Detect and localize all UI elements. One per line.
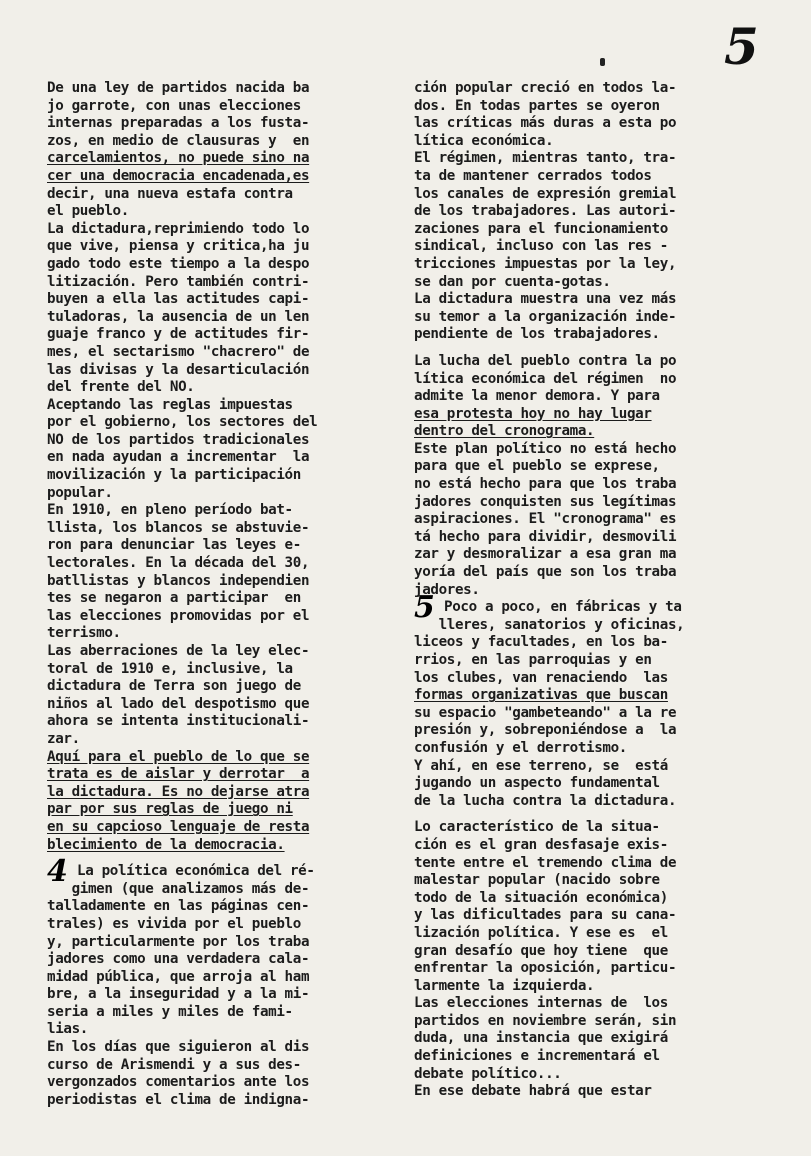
text-line-content: y las dificultades para su cana-: [414, 907, 677, 924]
text-line: [414, 758, 764, 776]
text-line: [414, 564, 764, 582]
text-line: [414, 291, 764, 309]
page-number: 5: [724, 17, 759, 76]
text-line-content: los canales de expresión gremial: [414, 185, 677, 202]
text-line-content: internas preparadas a los fusta-: [47, 115, 310, 132]
right-text-column: [414, 80, 764, 1101]
text-line-content: tente entre el tremendo clima de: [414, 854, 677, 871]
text-line-content: pendiente de los trabajadores.: [414, 326, 660, 343]
text-line: [414, 687, 764, 705]
text-line-content: jugando un aspecto fundamental: [414, 775, 660, 792]
text-line-content: La política económica del ré-: [77, 863, 315, 880]
text-line-content: para que el pueblo se exprese,: [414, 458, 660, 475]
text-line: [414, 1030, 764, 1048]
text-line: [414, 458, 764, 476]
text-line: [47, 1092, 392, 1110]
text-line-content: zar.: [47, 730, 80, 747]
text-line: [414, 441, 764, 459]
text-line: [47, 573, 392, 591]
text-line: [414, 353, 764, 371]
text-line: [414, 890, 764, 908]
text-line: [414, 837, 764, 855]
text-line-content: yoría del país que son los traba: [414, 564, 677, 581]
text-line: [414, 309, 764, 327]
text-line-content: gran desafío que hoy tiene que: [414, 942, 668, 959]
text-line-content: toral de 1910 e, inclusive, la: [47, 660, 293, 677]
text-line: [47, 643, 392, 661]
text-line-content: trales) es vivida por el pueblo: [47, 915, 301, 932]
text-line: [47, 590, 392, 608]
text-line-content: ron para denunciar las leyes e-: [47, 537, 301, 554]
text-line: [47, 362, 392, 380]
text-line-content: popular.: [47, 484, 113, 501]
text-line-content: El régimen, mientras tanto, tra-: [414, 150, 677, 167]
text-line-content: zar y desmoralizar a esa gran ma: [414, 546, 677, 563]
text-line: [414, 133, 764, 151]
text-line: [47, 449, 392, 467]
text-line-content: talladamente en las páginas cen-: [47, 898, 310, 915]
text-line: [47, 608, 392, 626]
text-line-content: lización política. Y ese es el: [414, 924, 668, 941]
text-line: [414, 494, 764, 512]
text-line-content: En 1910, en pleno período bat-: [47, 502, 293, 519]
text-line: [47, 749, 392, 767]
text-line: [414, 670, 764, 688]
text-line-content: Lo característico de la situa-: [414, 819, 660, 836]
text-line-content: ción es el gran desfasaje exis-: [414, 836, 668, 853]
text-line: [414, 423, 764, 441]
text-line-content: por el gobierno, los sectores del: [47, 414, 318, 431]
text-line-content: larmente la izquierda.: [414, 977, 595, 994]
text-line-content: batllistas y blancos independien: [47, 572, 310, 589]
text-line-content: jadores.: [414, 581, 480, 598]
text-line-content: definiciones e incrementará el: [414, 1048, 660, 1065]
text-line-content: vergonzados comentarios ante los: [47, 1074, 310, 1091]
text-line: [47, 1074, 392, 1092]
text-line: [47, 555, 392, 573]
text-line-content: Este plan político no está hecho: [414, 440, 677, 457]
text-line: [414, 150, 764, 168]
text-line: [414, 705, 764, 723]
text-line: [47, 934, 392, 952]
text-line-content: partidos en noviembre serán, sin: [414, 1012, 677, 1029]
text-line: [47, 766, 392, 784]
text-line-content: jadores conquisten sus legítimas: [414, 493, 677, 510]
text-line-content: mes, el sectarismo "chacrero" de: [47, 343, 310, 360]
text-line: [47, 1057, 392, 1075]
text-line: [414, 617, 764, 635]
text-line-content: tuladoras, la ausencia de un len: [47, 308, 310, 325]
text-line-content: las elecciones promovidas por el: [47, 607, 310, 624]
text-line-content: debate político...: [414, 1065, 562, 1082]
text-line-content: malestar popular (nacido sobre: [414, 872, 660, 889]
text-line-content: se dan por cuenta-gotas.: [414, 273, 611, 290]
text-line-content: rrios, en las parroquias y en: [414, 652, 652, 668]
text-line: [47, 1039, 392, 1057]
text-line: [414, 978, 764, 996]
text-line-content: gimen (que analizamos más de-: [47, 880, 310, 897]
text-line-content: aspiraciones. El "cronograma" es: [414, 511, 677, 528]
text-line-content: llista, los blancos se abstuvie-: [47, 519, 310, 536]
text-line-content: las críticas más duras a esta po: [414, 115, 677, 132]
text-line-content: periodistas el clima de indigna-: [47, 1091, 310, 1108]
text-line: [414, 256, 764, 274]
text-line-content: midad pública, que arroja al ham: [47, 968, 310, 985]
text-line-content: presión y, sobreponiéndose a la: [414, 722, 677, 739]
left-text-column: [47, 80, 392, 1109]
text-line-content: cer una democracia encadenada,es: [47, 167, 310, 184]
text-line-content: del frente del NO.: [47, 379, 195, 396]
text-line-content: su espacio "gambeteando" a la re: [414, 704, 677, 721]
text-line: [47, 256, 392, 274]
text-line-content: litización. Pero también contri-: [47, 273, 310, 290]
text-line-content: La dictadura,reprimiendo todo lo: [47, 220, 310, 237]
text-line-content: En ese debate habrá que estar: [414, 1083, 652, 1100]
text-line-content: gado todo este tiempo a la despo: [47, 255, 310, 272]
text-line-content: no está hecho para que los traba: [414, 476, 677, 493]
text-line-content: bre, a la inseguridad y a la mi-: [47, 986, 310, 1003]
text-line: [47, 986, 392, 1004]
text-line-content: lítica económica.: [414, 132, 554, 149]
text-line: [414, 80, 764, 98]
paragraph-gap: [47, 854, 392, 863]
text-line: [47, 696, 392, 714]
section-number-dropcap: 4: [47, 854, 68, 890]
text-line: [47, 784, 392, 802]
text-line: [414, 582, 764, 600]
text-line: [47, 485, 392, 503]
text-line: [47, 432, 392, 450]
text-line: [414, 115, 764, 133]
text-line-content: NO de los partidos tradicionales: [47, 431, 310, 448]
text-line: [414, 511, 764, 529]
text-line-content: dictadura de Terra son juego de: [47, 678, 301, 695]
text-line: [414, 943, 764, 961]
text-line-content: dos. En todas partes se oyeron: [414, 97, 660, 114]
text-line-content: el pueblo.: [47, 203, 129, 220]
text-line-content: seria a miles y miles de fami-: [47, 1003, 293, 1020]
text-line: [414, 1066, 764, 1084]
text-line: [47, 203, 392, 221]
text-line-content: esa protesta hoy no hay lugar: [414, 405, 652, 422]
text-line: [47, 625, 392, 643]
text-line: [47, 502, 392, 520]
text-line-content: lítica económica del régimen no: [414, 370, 677, 387]
text-line: [47, 98, 392, 116]
text-line: [47, 344, 392, 362]
ink-mark: [600, 58, 605, 66]
text-line-content: tes se negaron a participar en: [47, 590, 301, 607]
text-line: [47, 168, 392, 186]
text-line-content: de los trabajadores. Las autori-: [414, 203, 677, 220]
text-line: [414, 1013, 764, 1031]
text-line-content: Las aberraciones de la ley elec-: [47, 643, 310, 659]
text-line: [47, 898, 392, 916]
text-line-content: La dictadura muestra una vez más: [414, 291, 677, 308]
text-line-content: duda, una instancia que exigirá: [414, 1030, 668, 1047]
text-line: [414, 925, 764, 943]
text-line: [414, 98, 764, 116]
text-line-content: carcelamientos, no puede sino na: [47, 150, 310, 167]
text-line: [414, 1083, 764, 1101]
text-line-content: Las elecciones internas de los: [414, 995, 668, 1012]
text-line-content: ta de mantener cerrados todos: [414, 167, 652, 184]
text-line: [47, 80, 392, 98]
text-line-content: admite la menor demora. Y para: [414, 388, 660, 405]
text-line: [47, 819, 392, 837]
text-line: [414, 476, 764, 494]
text-line-content: ahora se intenta institucionali-: [47, 713, 310, 730]
text-line: [47, 881, 392, 899]
text-line-content: trata es de aislar y derrotar a: [47, 766, 310, 783]
text-line: [47, 379, 392, 397]
text-line: [47, 274, 392, 292]
text-line-content: De una ley de partidos nacida ba: [47, 80, 310, 96]
text-line: [47, 1004, 392, 1022]
text-line: [47, 837, 392, 855]
text-line-content: Aceptando las reglas impuestas: [47, 396, 293, 413]
text-line-content: la dictadura. Es no dejarse atra: [47, 783, 310, 800]
text-line: [47, 326, 392, 344]
text-line: [414, 855, 764, 873]
text-line-content: las divisas y la desarticulación: [47, 361, 310, 378]
text-line: [414, 872, 764, 890]
text-line-content: en nada ayudan a incrementar la: [47, 449, 310, 466]
text-line: [414, 326, 764, 344]
text-line-content: liceos y facultades, en los ba-: [414, 634, 668, 651]
text-line: [47, 951, 392, 969]
text-line: [47, 309, 392, 327]
text-line: [414, 274, 764, 292]
text-line-content: y, particularmente por los traba: [47, 933, 310, 950]
text-line: [47, 713, 392, 731]
text-line: [414, 995, 764, 1013]
text-line-content: lias.: [47, 1021, 88, 1038]
text-line-content: niños al lado del despotismo que: [47, 695, 310, 712]
text-line-content: En los días que siguieron al dis: [47, 1039, 310, 1056]
text-line: [47, 1021, 392, 1039]
text-line-content: su temor a la organización inde-: [414, 308, 677, 325]
text-line: [414, 652, 764, 670]
text-line: [47, 150, 392, 168]
text-line-content: par por sus reglas de juego ni: [47, 801, 293, 818]
text-line: [414, 168, 764, 186]
text-line: [414, 819, 764, 837]
text-line: [47, 291, 392, 309]
text-line: [47, 678, 392, 696]
text-line-content: confusión y el derrotismo.: [414, 739, 627, 756]
text-line-content: enfrentar la oposición, particu-: [414, 960, 677, 977]
text-line-content: zos, en medio de clausuras y en: [47, 132, 310, 149]
text-line-content: dentro del cronograma.: [414, 423, 595, 440]
text-line-content: en su capcioso lenguaje de resta: [47, 818, 310, 835]
text-line-content: formas organizativas que buscan: [414, 687, 668, 704]
text-line: [47, 916, 392, 934]
text-line: [47, 731, 392, 749]
text-line-content: buyen a ella las actitudes capi-: [47, 291, 310, 308]
text-line-content: movilización y la participación: [47, 467, 301, 484]
text-line-content: jo garrote, con unas elecciones: [47, 97, 301, 114]
text-line: [47, 133, 392, 151]
text-line: [414, 546, 764, 564]
text-line: [47, 661, 392, 679]
paragraph-gap: [414, 344, 764, 353]
text-line: [47, 537, 392, 555]
text-line: [47, 969, 392, 987]
text-line-content: blecimiento de la democracia.: [47, 836, 285, 853]
text-line-content: todo de la situación económica): [414, 889, 668, 906]
text-line: [414, 793, 764, 811]
text-line-content: jadores como una verdadera cala-: [47, 951, 310, 968]
text-line: [414, 186, 764, 204]
text-line-content: sindical, incluso con las res -: [414, 238, 668, 255]
text-line: [414, 907, 764, 925]
section-number-dropcap: 5: [414, 590, 435, 626]
text-line: [414, 722, 764, 740]
text-line-content: decir, una nueva estafa contra: [47, 185, 293, 202]
text-line-content: Poco a poco, en fábricas y ta: [444, 599, 682, 616]
text-line-content: lectorales. En la década del 30,: [47, 555, 310, 572]
text-line: [414, 529, 764, 547]
text-line: [47, 186, 392, 204]
text-line: [414, 203, 764, 221]
text-line: [414, 740, 764, 758]
text-line: [414, 960, 764, 978]
text-line-content: Y ahí, en ese terreno, se está: [414, 757, 668, 774]
text-line: [414, 221, 764, 239]
text-line: [47, 801, 392, 819]
text-line-content: lleres, sanatorios y oficinas,: [414, 616, 685, 633]
text-line: [47, 397, 392, 415]
text-line: [414, 1048, 764, 1066]
text-line: [414, 371, 764, 389]
text-line: [47, 115, 392, 133]
text-line: [414, 388, 764, 406]
text-line: [414, 775, 764, 793]
text-line-content: La lucha del pueblo contra la po: [414, 352, 677, 369]
text-line: [47, 414, 392, 432]
text-line: [414, 406, 764, 424]
text-line-content: de la lucha contra la dictadura.: [414, 792, 677, 809]
text-line-content: Aquí para el pueblo de lo que se: [47, 748, 310, 765]
text-line: [414, 238, 764, 256]
text-line-content: los clubes, van renaciendo las: [414, 669, 668, 686]
text-line-content: tá hecho para dividir, desmovili: [414, 528, 677, 545]
paragraph-gap: [414, 810, 764, 819]
text-line-content: zaciones para el funcionamiento: [414, 220, 668, 237]
text-line: [47, 238, 392, 256]
text-line: [47, 221, 392, 239]
text-line-content: tricciones impuestas por la ley,: [414, 255, 677, 272]
text-line: [47, 520, 392, 538]
text-line-content: curso de Arismendi y a sus des-: [47, 1056, 301, 1073]
text-line-content: que vive, piensa y critica,ha ju: [47, 238, 310, 255]
text-line-content: guaje franco y de actitudes fir-: [47, 326, 310, 343]
text-line: [414, 634, 764, 652]
text-line: [47, 467, 392, 485]
text-line-content: ción popular creció en todos la-: [414, 80, 677, 96]
text-line-content: terrismo.: [47, 625, 121, 642]
